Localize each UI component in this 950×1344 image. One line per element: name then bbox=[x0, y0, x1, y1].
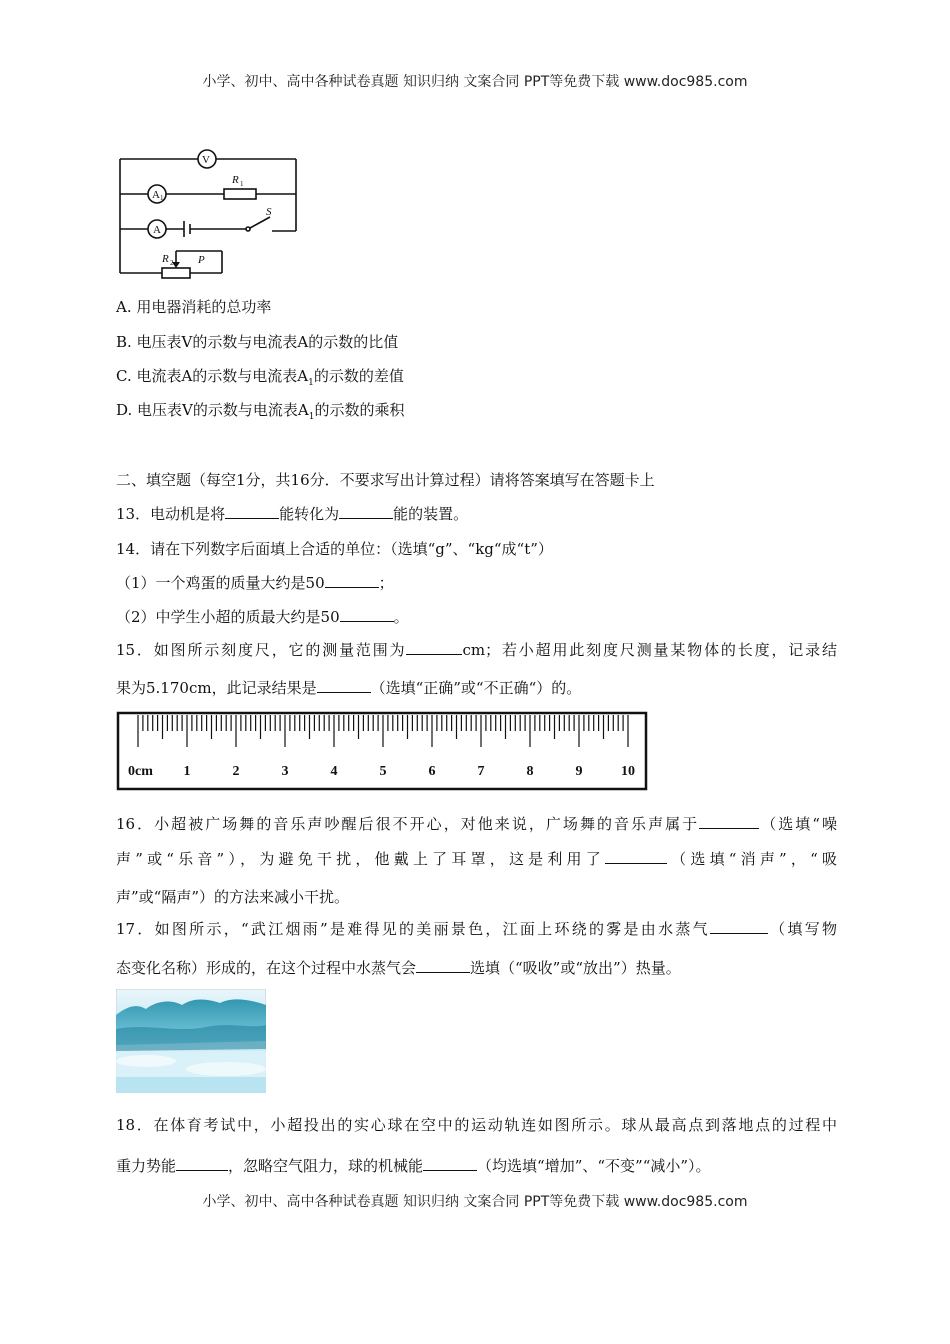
question-15-line2: 果为5.170cm，此记录结果是 （选填“正确”或“不正确“）的。 bbox=[116, 679, 582, 697]
question-18-line2: 重力势能 ，忽略空气阻力，球的机械能 （均选填“增加”、“不变”“减小”）。 bbox=[116, 1157, 711, 1175]
r2-sub: 2 bbox=[170, 259, 174, 267]
question-15-line1: 15．如图所示刻度尺，它的测量范围为 cm；若小超用此刻度尺测量某物体的长度，记录结 bbox=[116, 641, 837, 659]
option-a: A. 用电器消耗的总功率 bbox=[116, 298, 272, 316]
answer-blank[interactable] bbox=[339, 504, 393, 519]
page-header: 小学、初中、高中各种试卷真题 知识归纳 文案合同 PPT等免费下载 www.doc985.com bbox=[202, 74, 748, 90]
ammeter-a-label: A bbox=[153, 224, 161, 236]
ruler-label: 7 bbox=[477, 764, 485, 779]
ruler-label: 2 bbox=[232, 764, 240, 779]
question-16-line3: 声”或“隔声”）的方法来减小干扰。 bbox=[116, 888, 350, 906]
ruler-label: 8 bbox=[526, 764, 534, 779]
answer-blank[interactable] bbox=[423, 1156, 477, 1171]
ruler-label: 5 bbox=[379, 764, 387, 779]
question-18-line1: 18．在体育考试中，小超投出的实心球在空中的运动轨连如图所示。球从最高点到落地点的过程中 bbox=[116, 1116, 837, 1134]
answer-blank[interactable] bbox=[605, 849, 667, 864]
ammeter-a1-sub: 1 bbox=[160, 194, 164, 202]
circuit-diagram bbox=[116, 141, 306, 281]
question-14: 14．请在下列数字后面填上合适的单位：（选填“g”、“kg“成“t”） bbox=[116, 540, 553, 558]
answer-blank[interactable] bbox=[225, 504, 279, 519]
ammeter-a1-label: A bbox=[152, 189, 160, 201]
r1-label: R bbox=[232, 174, 239, 186]
ruler-figure bbox=[116, 709, 652, 795]
question-14-2: （2）中学生小超的质最大约是50 。 bbox=[116, 608, 409, 626]
option-d: D. 电压表V的示数与电流表$A_1$的示数的乘积 bbox=[116, 401, 405, 422]
question-16-line2: 声”或“乐音”），为避免干扰，他戴上了耳罩，这是利用了 （选填“消声”，“吸 bbox=[116, 850, 837, 868]
answer-blank[interactable] bbox=[340, 607, 394, 622]
answer-blank[interactable] bbox=[317, 678, 371, 693]
photo-svg bbox=[116, 989, 266, 1093]
section-title: 二、填空题（每空1分，共16分．不要求写出计算过程）请将答案填写在答题卡上 bbox=[116, 471, 655, 489]
option-c: C. 电流表A的示数与电流表$A_1$的示数的差值 bbox=[116, 367, 404, 388]
ruler-label: 4 bbox=[330, 764, 338, 779]
answer-blank[interactable] bbox=[176, 1156, 228, 1171]
r2-label: R bbox=[162, 253, 169, 265]
ruler-svg bbox=[116, 709, 652, 795]
r1-sub: 1 bbox=[240, 180, 244, 188]
question-17-line2: 态变化名称）形成的，在这个过程中水蒸气会 选填（“吸收”或“放出”）热量。 bbox=[116, 959, 681, 977]
question-13: 13．电动机是将 能转化为 能的装置。 bbox=[116, 505, 469, 523]
ruler-label: 0cm bbox=[128, 764, 153, 779]
option-b: B. 电压表V的示数与电流表A的示数的比值 bbox=[116, 333, 399, 351]
slider-label: P bbox=[198, 254, 205, 266]
misty-river-photo bbox=[116, 989, 266, 1093]
ruler-label: 3 bbox=[281, 764, 289, 779]
ruler-label: 1 bbox=[183, 764, 191, 779]
answer-blank[interactable] bbox=[710, 919, 768, 934]
answer-blank[interactable] bbox=[416, 958, 470, 973]
voltmeter-label: V bbox=[202, 154, 210, 166]
question-14-1: （1）一个鸡蛋的质量大约是50 ； bbox=[116, 574, 394, 592]
ruler-label: 10 bbox=[621, 764, 635, 779]
ruler-label: 6 bbox=[428, 764, 436, 779]
question-17-line1: 17．如图所示，“武江烟雨”是难得见的美丽景色，江面上环绕的雾是由水蒸气 （填写物 bbox=[116, 920, 837, 938]
page-footer: 小学、初中、高中各种试卷真题 知识归纳 文案合同 PPT等免费下载 www.doc985.com bbox=[202, 1194, 748, 1210]
question-16-line1: 16．小超被广场舞的音乐声吵醒后很不开心，对他来说，广场舞的音乐声属于 （选填“噪 bbox=[116, 815, 837, 833]
ruler-label: 9 bbox=[575, 764, 583, 779]
answer-blank[interactable] bbox=[325, 573, 379, 588]
switch-label: S bbox=[266, 206, 272, 218]
answer-blank[interactable] bbox=[406, 640, 462, 655]
circuit-svg bbox=[116, 141, 306, 281]
answer-blank[interactable] bbox=[699, 814, 759, 829]
